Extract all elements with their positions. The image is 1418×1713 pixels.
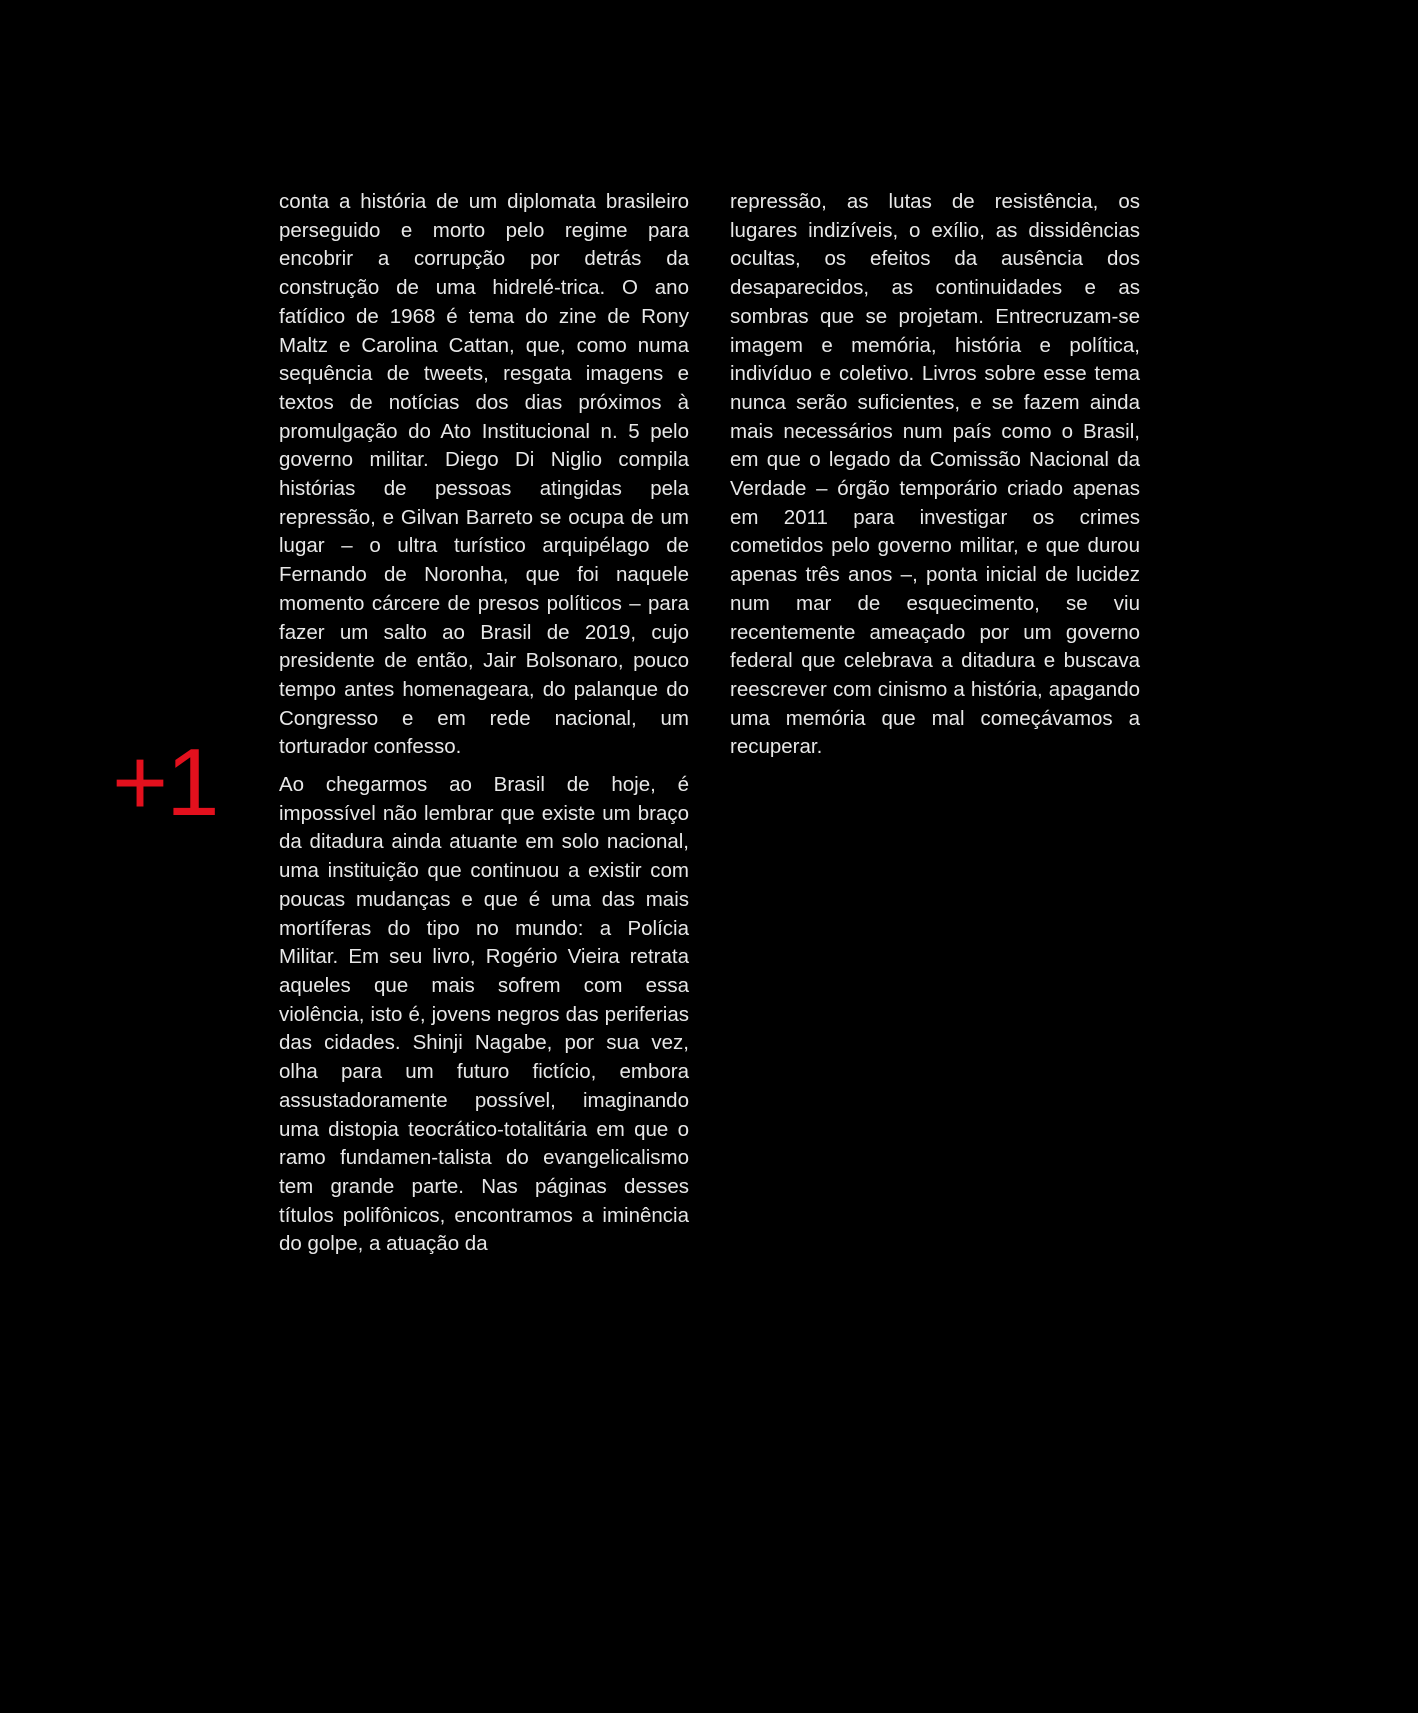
- text-column-left: [279, 188, 689, 1268]
- paragraph: repressão, as lutas de resistência, os lugares indizíveis, o exílio, as dissidências ocultas, os efeitos da ausência dos desaparecidos, as continuidades e as sombras que se projetam. Entrecruzam-se imagem e memória, história e política, indivíduo e coletivo. Livros sobre esse tema nunca serão suficientes, e se fazem ainda mais necessários num país como o Brasil, em que o legado da Comissão Nacional da Verdade – órgão temporário criado apenas em 2011 para investigar os crimes cometidos pelo governo militar, e que durou apenas três anos –, ponta inicial de lucidez num mar de esquecimento, se viu recentemente ameaçado por um governo federal que celebrava a ditadura e buscava reescrever com cinismo a história, apagando uma memória que mal começávamos a recuperar.: [730, 190, 1140, 759]
- text-column-right: [730, 188, 1140, 771]
- paragraph: Ao chegarmos ao Brasil de hoje, é impossível não lembrar que existe um braço da ditadura ainda atuante em solo nacional, uma instituição que continuou a existir com poucas mudanças e que é uma das mais mortíferas do tipo no mundo: a Polícia Militar. Em seu livro, Rogério Vieira retrata aqueles que mais sofrem com essa violência, isto é, jovens negros das periferias das cidades. Shinji Nagabe, por sua vez, olha para um futuro fictício, embora assustadoramente possível, imaginando uma distopia teocrático-totalitária em que o ramo fundamen-talista do evangelicalismo tem grande parte. Nas páginas desses títulos polifônicos, encontramos a iminência do golpe, a atuação da: [279, 773, 689, 1256]
- page-number: +1: [112, 729, 218, 836]
- paragraph: conta a história de um diplomata brasileiro perseguido e morto pelo regime para encobrir a corrupção por detrás da construção de uma hidrelé-trica. O ano fatídico de 1968 é tema do zine de Rony Maltz e Carolina Cattan, que, como numa sequência de tweets, resgata imagens e textos de notícias dos dias próximos à promulgação do Ato Institucional n. 5 pelo governo militar. Diego Di Niglio compila histórias de pessoas atingidas pela repressão, e Gilvan Barreto se ocupa de um lugar – o ultra turístico arquipélago de Fernando de Noronha, que foi naquele momento cárcere de presos políticos – para fazer um salto ao Brasil de 2019, cujo presidente de então, Jair Bolsonaro, pouco tempo antes homenageara, do palanque do Congresso e em rede nacional, um torturador confesso.: [279, 190, 689, 759]
